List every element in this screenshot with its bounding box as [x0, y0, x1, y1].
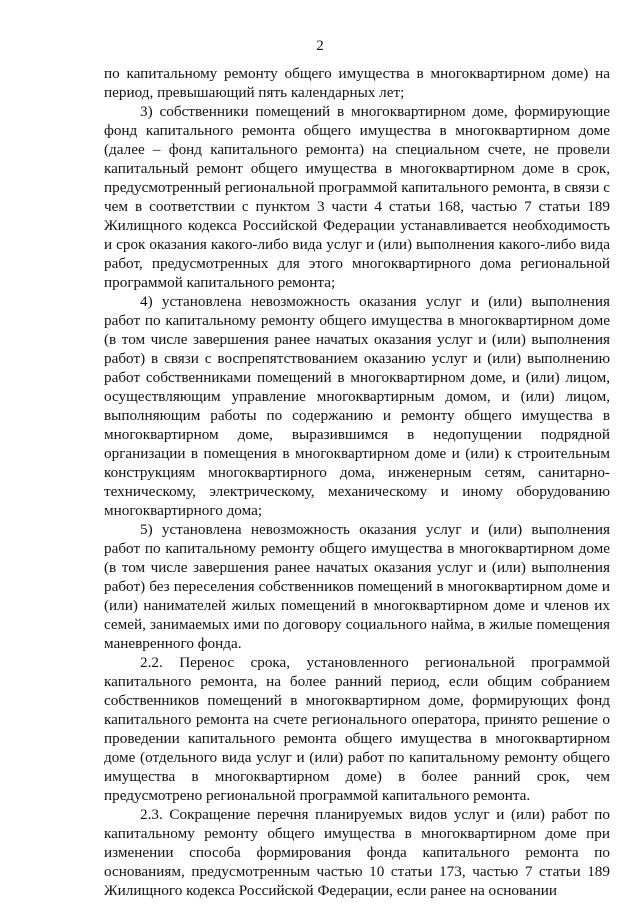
paragraph-item-4: 4) установлена невозможность оказания услуг и (или) выполнения работ по капитальному ремонту общего имущества в многоквартирном доме (в том числе завершения ранее начатых оказания услуг и (или) выполнения работ) в связи с воспрепятствованием оказанию услуг и (или) выполнению работ собственниками помещений в многоквартирном доме, и (или) лицом, осуществляющим управление многоквартирным домом, и (или) лицом, выполняющим работы по содержанию и ремонту общего имущества в многоквартирном доме, выразившимся в недопущении подрядной организации в помещения в многоквартирном доме и (или) к строительным конструкциям многоквартирного дома, инженерным сетям, санитарно-техническому, электрическому, механическому и иному оборудованию многоквартирного дома;: [104, 293, 610, 519]
paragraph-item-5: 5) установлена невозможность оказания услуг и (или) выполнения работ по капитальному ремонту общего имущества в многоквартирном доме (в том числе завершения ранее начатых оказания услуг и (или) выполнения работ) без переселения собственников помещений в многоквартирном доме и (или) нанимателей жилых помещений в многоквартирном доме и членов их семей, занимаемых ими по договору социального найма, в жилые помещения маневренного фонда.: [104, 521, 610, 652]
paragraph-section-2-3: 2.3. Сокращение перечня планируемых видов услуг и (или) работ по капитальному ремонту общего имущества в многоквартирном доме при изменении способа формирования фонда капитального ремонта по основаниям, предусмотренным частью 10 статьи 173, частью 7 статьи 189 Жилищного кодекса Российской Федерации, если ранее на основании: [104, 806, 610, 899]
page-number: 2: [316, 38, 324, 54]
paragraph-continuation: по капитальному ремонту общего имущества в многоквартирном доме) на период, превышающий пять календарных лет;: [104, 65, 610, 101]
document-body: [104, 64, 610, 900]
paragraph-section-2-2: 2.2. Перенос срока, установленного региональной программой капитального ремонта, на более ранний период, если общим собранием собственников помещений в многоквартирном доме, формирующих фонд капитального ремонта на счете регионального оператора, принято решение о проведении капитального ремонта общего имущества в многоквартирном доме (отдельного вида услуг и (или) работ по капитальному ремонту общего имущества в многоквартирном доме) в более ранний срок, чем предусмотрено региональной программой капитального ремонта.: [104, 654, 610, 804]
paragraph-item-3: 3) собственники помещений в многоквартирном доме, формирующие фонд капитального ремонта общего имущества в многоквартирном доме (далее – фонд капитального ремонта) на специальном счете, не провели капитальный ремонт общего имущества в многоквартирном доме в срок, предусмотренный региональной программой капитального ремонта, в связи с чем в соответствии с пунктом 3 части 4 статьи 168, частью 7 статьи 189 Жилищного кодекса Российской Федерации устанавливается необходимость и срок оказания какого-либо вида услуг и (или) выполнения какого-либо вида работ, предусмотренных для этого многоквартирного дома региональной программой капитального ремонта;: [104, 103, 610, 291]
